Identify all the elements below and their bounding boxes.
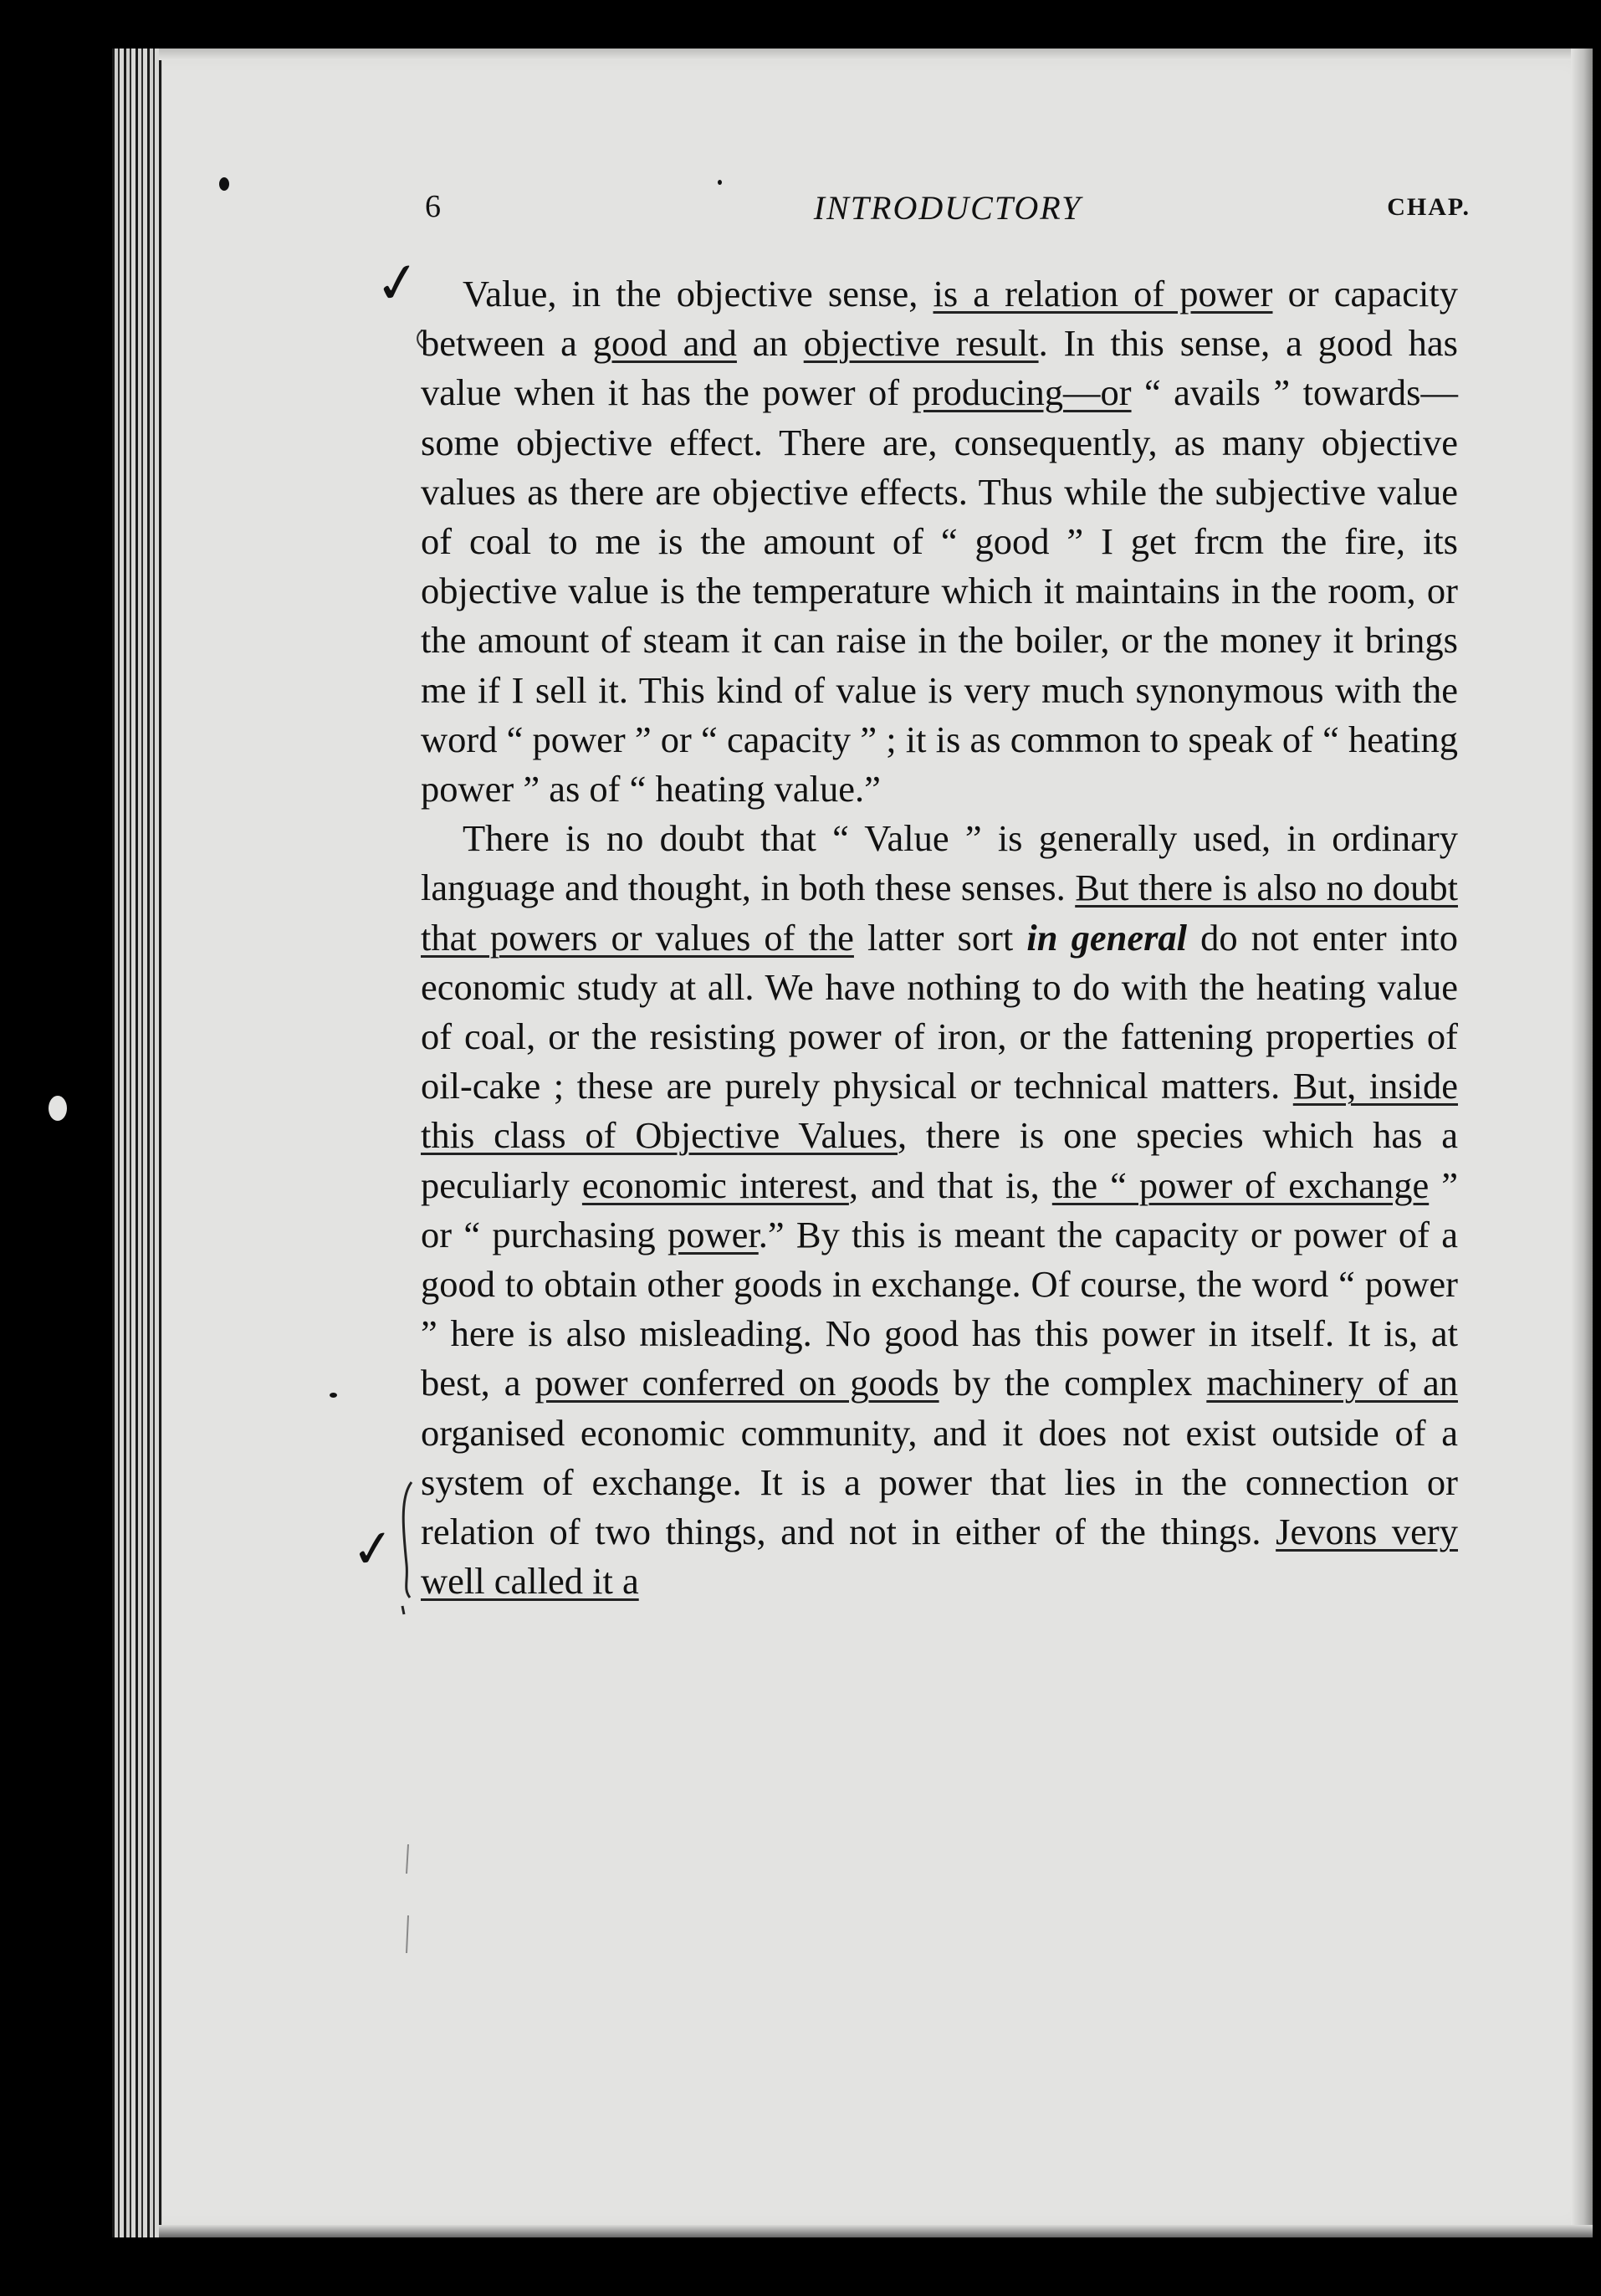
underlined-phrase: But, inside this class of Objective Values bbox=[421, 1065, 1459, 1157]
text-run: by the complex bbox=[939, 1362, 1207, 1404]
paragraph bbox=[421, 269, 1458, 814]
check-mark-icon: ✓ bbox=[348, 1519, 398, 1581]
underlined-phrase: objective result bbox=[803, 322, 1039, 365]
underlined-phrase: good and bbox=[592, 322, 737, 365]
underlined-phrase: is a relation of power bbox=[933, 273, 1273, 314]
margin-faint-line bbox=[407, 1844, 408, 1874]
page-number: 6 bbox=[425, 189, 441, 224]
text-run: or capacity between a bbox=[421, 273, 1458, 365]
underlined-phrase: the “ power of exchange bbox=[1051, 1163, 1430, 1206]
chapter-label: CHAP. bbox=[1387, 193, 1471, 221]
text-run: Value, in the objective sense, bbox=[463, 273, 933, 314]
paragraph bbox=[421, 814, 1458, 1606]
text-run: organised economic community, and it does not exist outside of a system of exchange. It is a power that lies in the connection or relation of two things, and not in either of the things. bbox=[421, 1411, 1458, 1553]
text-run: “ avails ” towards—some objective effect. There are, consequently, as many objective values as there are objective effects. Thus while the subjective value of coal to me is the amount of “ good ” I get frcm the fire, its objective value is the temperature which it maintains in the room, or the amount of steam it can raise in the boiler, or the money it brings me if I sell it. This kind of value is very much synonymous with the word “ power ” or “ capacity ” ; it is as common to speak of “ heating power ” as of “ heating value.” bbox=[421, 371, 1458, 811]
text-run: There is no doubt that “ Value ” is generally used, in ordinary language and thought, in both these senses. bbox=[421, 817, 1458, 909]
page-header bbox=[425, 188, 1471, 230]
underlined-phrase: power bbox=[667, 1213, 759, 1255]
emphasized-phrase: in general bbox=[1026, 916, 1188, 959]
text-run: . In this sense, a good has value when it has the power of bbox=[421, 322, 1458, 414]
running-head: INTRODUCTORY bbox=[813, 189, 1082, 227]
underlined-phrase: But there is also no doubt that powers or values of the bbox=[421, 867, 1458, 959]
underlined-phrase: machinery of an bbox=[1206, 1362, 1458, 1404]
text-run: , there is one species which has a peculiarly bbox=[421, 1114, 1458, 1206]
margin-tick-line bbox=[402, 1606, 404, 1614]
margin-bracket bbox=[403, 1482, 412, 1598]
text-run: do not enter into economic study at all. We have nothing to do with the heating value of coal, or the resisting power of iron, or the fattening properties of oil-cake ; these are purely physical or technical matters. bbox=[421, 916, 1458, 1107]
margin-faint-line bbox=[407, 1915, 408, 1953]
underlined-phrase: producing—or bbox=[912, 371, 1132, 414]
text-run: , and that is, bbox=[848, 1163, 1052, 1206]
text-run: ” or “ purchasing bbox=[421, 1163, 1458, 1255]
text-run: latter sort bbox=[853, 916, 1027, 959]
underlined-phrase: power conferred on goods bbox=[535, 1362, 939, 1404]
text-run: an bbox=[736, 322, 804, 365]
check-mark-icon: ✓ bbox=[371, 250, 426, 318]
underlined-phrase: Jevons very well called it a bbox=[421, 1511, 1458, 1603]
underlined-phrase: economic interest bbox=[581, 1163, 849, 1206]
body-text bbox=[421, 269, 1458, 1606]
text-run: .” By this is meant the capacity or power of a good to obtain other goods in exchange. Of course, the word “ power ” here is also misleading. No good has this power in itself. It is, at best, a bbox=[421, 1213, 1458, 1404]
